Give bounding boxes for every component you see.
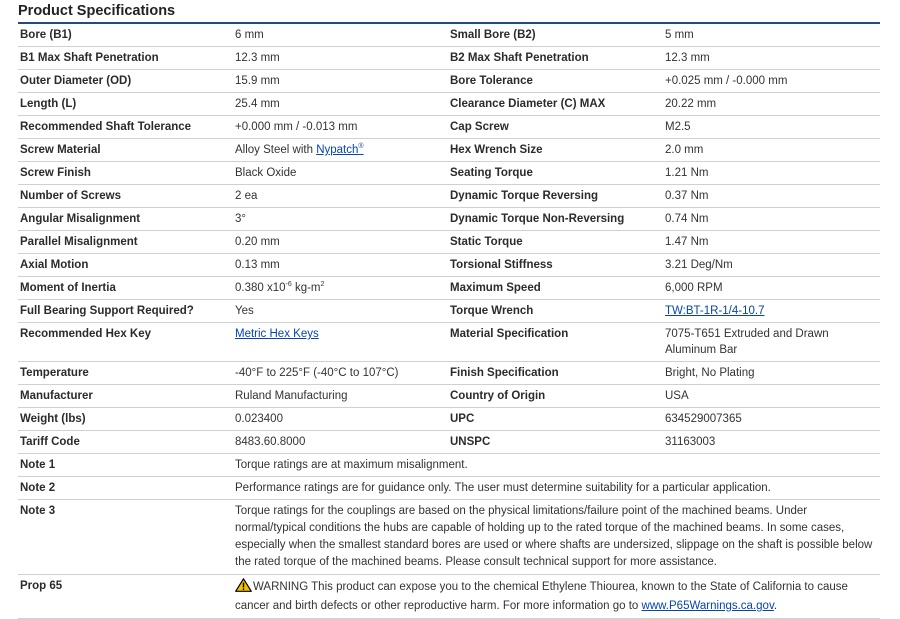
inertia-mantissa: 0.380 x10: [235, 282, 286, 294]
spec-label: Temperature: [18, 362, 233, 385]
spec-value: 3.21 Deg/Nm: [663, 254, 880, 277]
page-title: Product Specifications: [18, 3, 176, 19]
spec-label: Tariff Code: [18, 431, 233, 454]
warning-text: This product can expose you to the chemical Ethylene Thiourea, known to the State of California to cause cancer and birth defects or other reproductive harm. For more information go to: [235, 581, 848, 612]
spec-row: [18, 323, 880, 362]
spec-label: Length (L): [18, 93, 233, 116]
spec-value: 1.21 Nm: [663, 162, 880, 185]
spec-label: Torque Wrench: [448, 300, 663, 323]
spec-row: [18, 162, 880, 185]
spec-value: 0.13 mm: [233, 254, 448, 277]
nypatch-link-text: Nypatch: [316, 144, 359, 156]
spec-value: +0.025 mm / -0.000 mm: [663, 70, 880, 93]
spec-label: Outer Diameter (OD): [18, 70, 233, 93]
spec-value: USA: [663, 385, 880, 408]
spec-label: Number of Screws: [18, 185, 233, 208]
spec-value: +0.000 mm / -0.013 mm: [233, 116, 448, 139]
spec-value: 0.20 mm: [233, 231, 448, 254]
spec-row: [18, 277, 880, 300]
spec-value: 15.9 mm: [233, 70, 448, 93]
spec-value: 634529007365: [663, 408, 880, 431]
note-text: Performance ratings are for guidance only. The user must determine suitability for a particular application.: [233, 477, 880, 500]
spec-label: Hex Wrench Size: [448, 139, 663, 162]
spec-label: Dynamic Torque Reversing: [448, 185, 663, 208]
note-label: Note 1: [18, 454, 233, 477]
spec-label: Full Bearing Support Required?: [18, 300, 233, 323]
spec-value: Black Oxide: [233, 162, 448, 185]
prop65-label: Prop 65: [18, 575, 233, 619]
spec-row: [18, 431, 880, 454]
spec-label: Small Bore (B2): [448, 23, 663, 47]
spec-label: Bore Tolerance: [448, 70, 663, 93]
spec-value: Ruland Manufacturing: [233, 385, 448, 408]
prop65-row: [18, 575, 880, 619]
spec-label: Moment of Inertia: [18, 277, 233, 300]
spec-value: 3°: [233, 208, 448, 231]
spec-label: Screw Finish: [18, 162, 233, 185]
spec-value: 20.22 mm: [663, 93, 880, 116]
spec-label: Weight (lbs): [18, 408, 233, 431]
spec-label: B1 Max Shaft Penetration: [18, 47, 233, 70]
spec-row: [18, 139, 880, 162]
spec-value-moment-of-inertia: [233, 277, 448, 300]
spec-value: 31163003: [663, 431, 880, 454]
spec-row: [18, 362, 880, 385]
metric-hex-keys-link[interactable]: Metric Hex Keys: [235, 328, 319, 340]
spec-value: 0.023400: [233, 408, 448, 431]
spec-label: Seating Torque: [448, 162, 663, 185]
spec-row: [18, 408, 880, 431]
spec-label: Axial Motion: [18, 254, 233, 277]
spec-label: UNSPC: [448, 431, 663, 454]
spec-label: Torsional Stiffness: [448, 254, 663, 277]
spec-label: Recommended Hex Key: [18, 323, 233, 362]
spec-value: 2 ea: [233, 185, 448, 208]
spec-row: [18, 231, 880, 254]
spec-row: [18, 93, 880, 116]
spec-label: Country of Origin: [448, 385, 663, 408]
spec-table: [18, 22, 880, 619]
registered-mark: ®: [358, 143, 364, 151]
note-label: Note 2: [18, 477, 233, 500]
spec-value: Bright, No Plating: [663, 362, 880, 385]
spec-value: M2.5: [663, 116, 880, 139]
spec-value-screw-material: [233, 139, 448, 162]
spec-label: UPC: [448, 408, 663, 431]
spec-value: 8483.60.8000: [233, 431, 448, 454]
spec-row: [18, 300, 880, 323]
note-text: Torque ratings for the couplings are based on the physical limitations/failure point of the machined beams. Under normal/typical conditions the hubs are capable of holding up to the rated torque of the machined beams. In some cases, especially when the smallest standard bores are used or where shafts are undersized, slippage on the shaft is possible below the rated torque of the machined beams. Please consult technical support for more assistance.: [233, 500, 880, 575]
spec-label: Maximum Speed: [448, 277, 663, 300]
spec-label: Screw Material: [18, 139, 233, 162]
spec-label: Finish Specification: [448, 362, 663, 385]
spec-value: Yes: [233, 300, 448, 323]
spec-value: -40°F to 225°F (-40°C to 107°C): [233, 362, 448, 385]
note-row: [18, 454, 880, 477]
spec-value: 6 mm: [233, 23, 448, 47]
spec-row: [18, 208, 880, 231]
spec-value: 6,000 RPM: [663, 277, 880, 300]
torque-wrench-link[interactable]: TW:BT-1R-1/4-10.7: [665, 305, 765, 317]
spec-row: [18, 116, 880, 139]
note-text: Torque ratings are at maximum misalignment.: [233, 454, 880, 477]
p65-warnings-link[interactable]: www.P65Warnings.ca.gov: [641, 600, 774, 612]
inertia-unit: kg-m: [291, 282, 321, 294]
spec-value: 12.3 mm: [233, 47, 448, 70]
spec-label: Clearance Diameter (C) MAX: [448, 93, 663, 116]
spec-row: [18, 23, 880, 47]
spec-value: 12.3 mm: [663, 47, 880, 70]
spec-label: Manufacturer: [18, 385, 233, 408]
spec-row: [18, 254, 880, 277]
inertia-unit-exponent: 2: [320, 281, 325, 289]
note-row: [18, 477, 880, 500]
spec-value-hex-key: [233, 323, 448, 362]
prop65-text: [233, 575, 880, 619]
spec-label: Recommended Shaft Tolerance: [18, 116, 233, 139]
spec-label: Angular Misalignment: [18, 208, 233, 231]
spec-label: Dynamic Torque Non-Reversing: [448, 208, 663, 231]
note-label: Note 3: [18, 500, 233, 575]
spec-value-torque-wrench: [663, 300, 880, 323]
spec-value: 0.74 Nm: [663, 208, 880, 231]
spec-value: 5 mm: [663, 23, 880, 47]
spec-label: Bore (B1): [18, 23, 233, 47]
spec-row: [18, 385, 880, 408]
spec-label: Material Specification: [448, 323, 663, 362]
spec-label: Cap Screw: [448, 116, 663, 139]
nypatch-link[interactable]: [316, 144, 363, 156]
spec-row: [18, 185, 880, 208]
spec-value: 1.47 Nm: [663, 231, 880, 254]
spec-label: Parallel Misalignment: [18, 231, 233, 254]
spec-row: [18, 70, 880, 93]
inertia-exponent: -6: [285, 281, 292, 289]
spec-value: 25.4 mm: [233, 93, 448, 116]
spec-value: 0.37 Nm: [663, 185, 880, 208]
spec-value: 2.0 mm: [663, 139, 880, 162]
screw-material-text: Alloy Steel with: [235, 144, 317, 156]
spec-row: [18, 47, 880, 70]
warning-suffix: .: [773, 600, 778, 612]
warning-prefix: WARNING: [253, 581, 309, 593]
spec-label: B2 Max Shaft Penetration: [448, 47, 663, 70]
note-row: [18, 500, 880, 575]
spec-table-body: [18, 23, 880, 619]
warning-triangle-icon: [235, 578, 252, 598]
spec-value: 7075-T651 Extruded and Drawn Aluminum Bar: [663, 323, 880, 362]
spec-label: Static Torque: [448, 231, 663, 254]
